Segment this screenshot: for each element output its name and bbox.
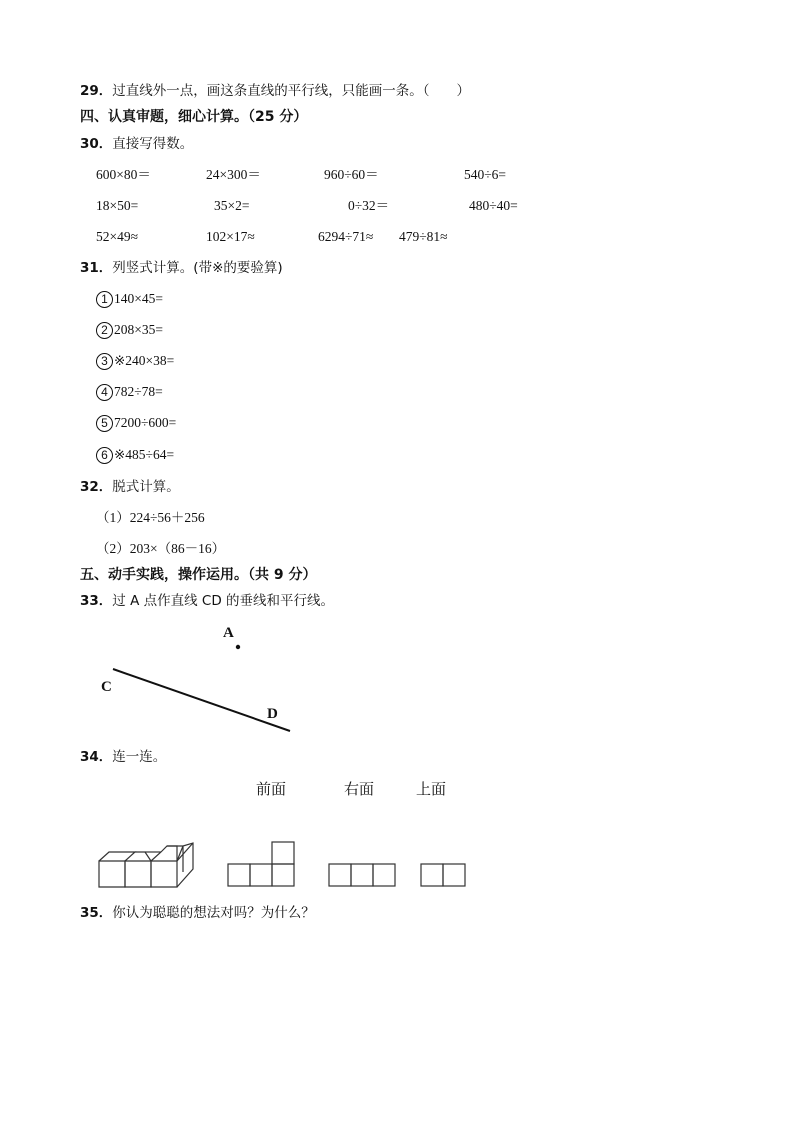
calc-item: 6294÷71≈	[318, 229, 374, 244]
circled-number: 5	[96, 415, 113, 432]
question-text: 连一连。	[112, 749, 167, 765]
question-text: 列竖式计算。(带※的要验算)	[112, 260, 283, 276]
view-square	[272, 864, 294, 886]
question-number: 33．	[80, 593, 113, 609]
question-number: 35．	[80, 905, 113, 921]
view-square	[272, 842, 294, 864]
calc-item: 480÷40=	[469, 198, 518, 213]
question-number: 30．	[80, 136, 113, 152]
expression: ※485÷64=	[114, 447, 175, 462]
question-number: 31．	[80, 260, 113, 276]
question-text: 直接写得数。	[112, 136, 194, 152]
calc-item: 540÷6=	[464, 167, 507, 182]
calc-item: 0÷32＝	[348, 198, 390, 213]
cube-front-face	[99, 861, 125, 887]
step-calc-item: （1）224÷56＋256	[96, 510, 205, 525]
circled-number: 6	[96, 447, 113, 464]
circled-number: 2	[96, 322, 113, 339]
view-square	[373, 864, 395, 886]
label-c: C	[101, 679, 112, 695]
cube-top-face	[151, 846, 177, 861]
question-number: 32．	[80, 479, 113, 495]
question-number: 29．	[80, 83, 113, 99]
point-a	[236, 645, 240, 649]
label-d: D	[267, 706, 278, 722]
section-5-title: 五、动手实践，操作运用。（共 9 分）	[80, 567, 317, 583]
view-square	[443, 864, 465, 886]
line-cd	[113, 669, 290, 731]
expression: 208×35=	[114, 322, 163, 337]
view-label-front: 前面	[256, 780, 287, 798]
cube-front-face	[151, 861, 177, 887]
view-drawing-2	[329, 864, 395, 886]
question-text: 过直线外一点，画这条直线的平行线，只能画一条。（ ）	[112, 83, 471, 99]
label-a: A	[223, 625, 234, 641]
circled-number: 1	[96, 291, 113, 308]
section-4-title: 四、认真审题，细心计算。（25 分）	[80, 109, 308, 125]
step-calc-item: （2）203×（86－16）	[96, 541, 226, 556]
circled-number: 4	[96, 384, 113, 401]
circled-number: 3	[96, 353, 113, 370]
cube-solid	[99, 843, 193, 887]
expression: 7200÷600=	[114, 415, 177, 430]
question-number: 34．	[80, 749, 113, 765]
view-square	[329, 864, 351, 886]
view-drawing-3	[421, 864, 465, 886]
question-text: 你认为聪聪的想法对吗？为什么？	[112, 905, 315, 921]
view-square	[250, 864, 272, 886]
view-label-top: 上面	[416, 780, 447, 798]
cube-top-face	[99, 852, 135, 861]
question-35	[80, 904, 315, 922]
question-text: 过 A 点作直线 CD 的垂线和平行线。	[112, 593, 335, 609]
expression: 782÷78=	[114, 384, 163, 399]
expression: 140×45=	[114, 291, 163, 306]
question-34	[80, 748, 166, 766]
view-drawing-1	[228, 842, 294, 886]
calc-item: 24×300＝	[206, 167, 261, 182]
cube-edge	[177, 846, 183, 861]
calc-item: 479÷81≈	[399, 229, 448, 244]
calc-item: 600×80＝	[96, 167, 151, 182]
calc-item: 35×2=	[214, 198, 250, 213]
calc-item: 960÷60＝	[324, 167, 379, 182]
expression: ※240×38=	[114, 353, 175, 368]
calc-item: 18×50=	[96, 198, 139, 213]
calc-item: 102×17≈	[206, 229, 255, 244]
calc-item: 52×49≈	[96, 229, 139, 244]
view-square	[421, 864, 443, 886]
cube-side-face	[167, 843, 193, 887]
cube-top-face	[135, 852, 151, 861]
view-square	[351, 864, 373, 886]
view-label-right: 右面	[344, 780, 375, 798]
cube-front-face	[125, 861, 151, 887]
view-square	[228, 864, 250, 886]
question-text: 脱式计算。	[112, 479, 180, 495]
